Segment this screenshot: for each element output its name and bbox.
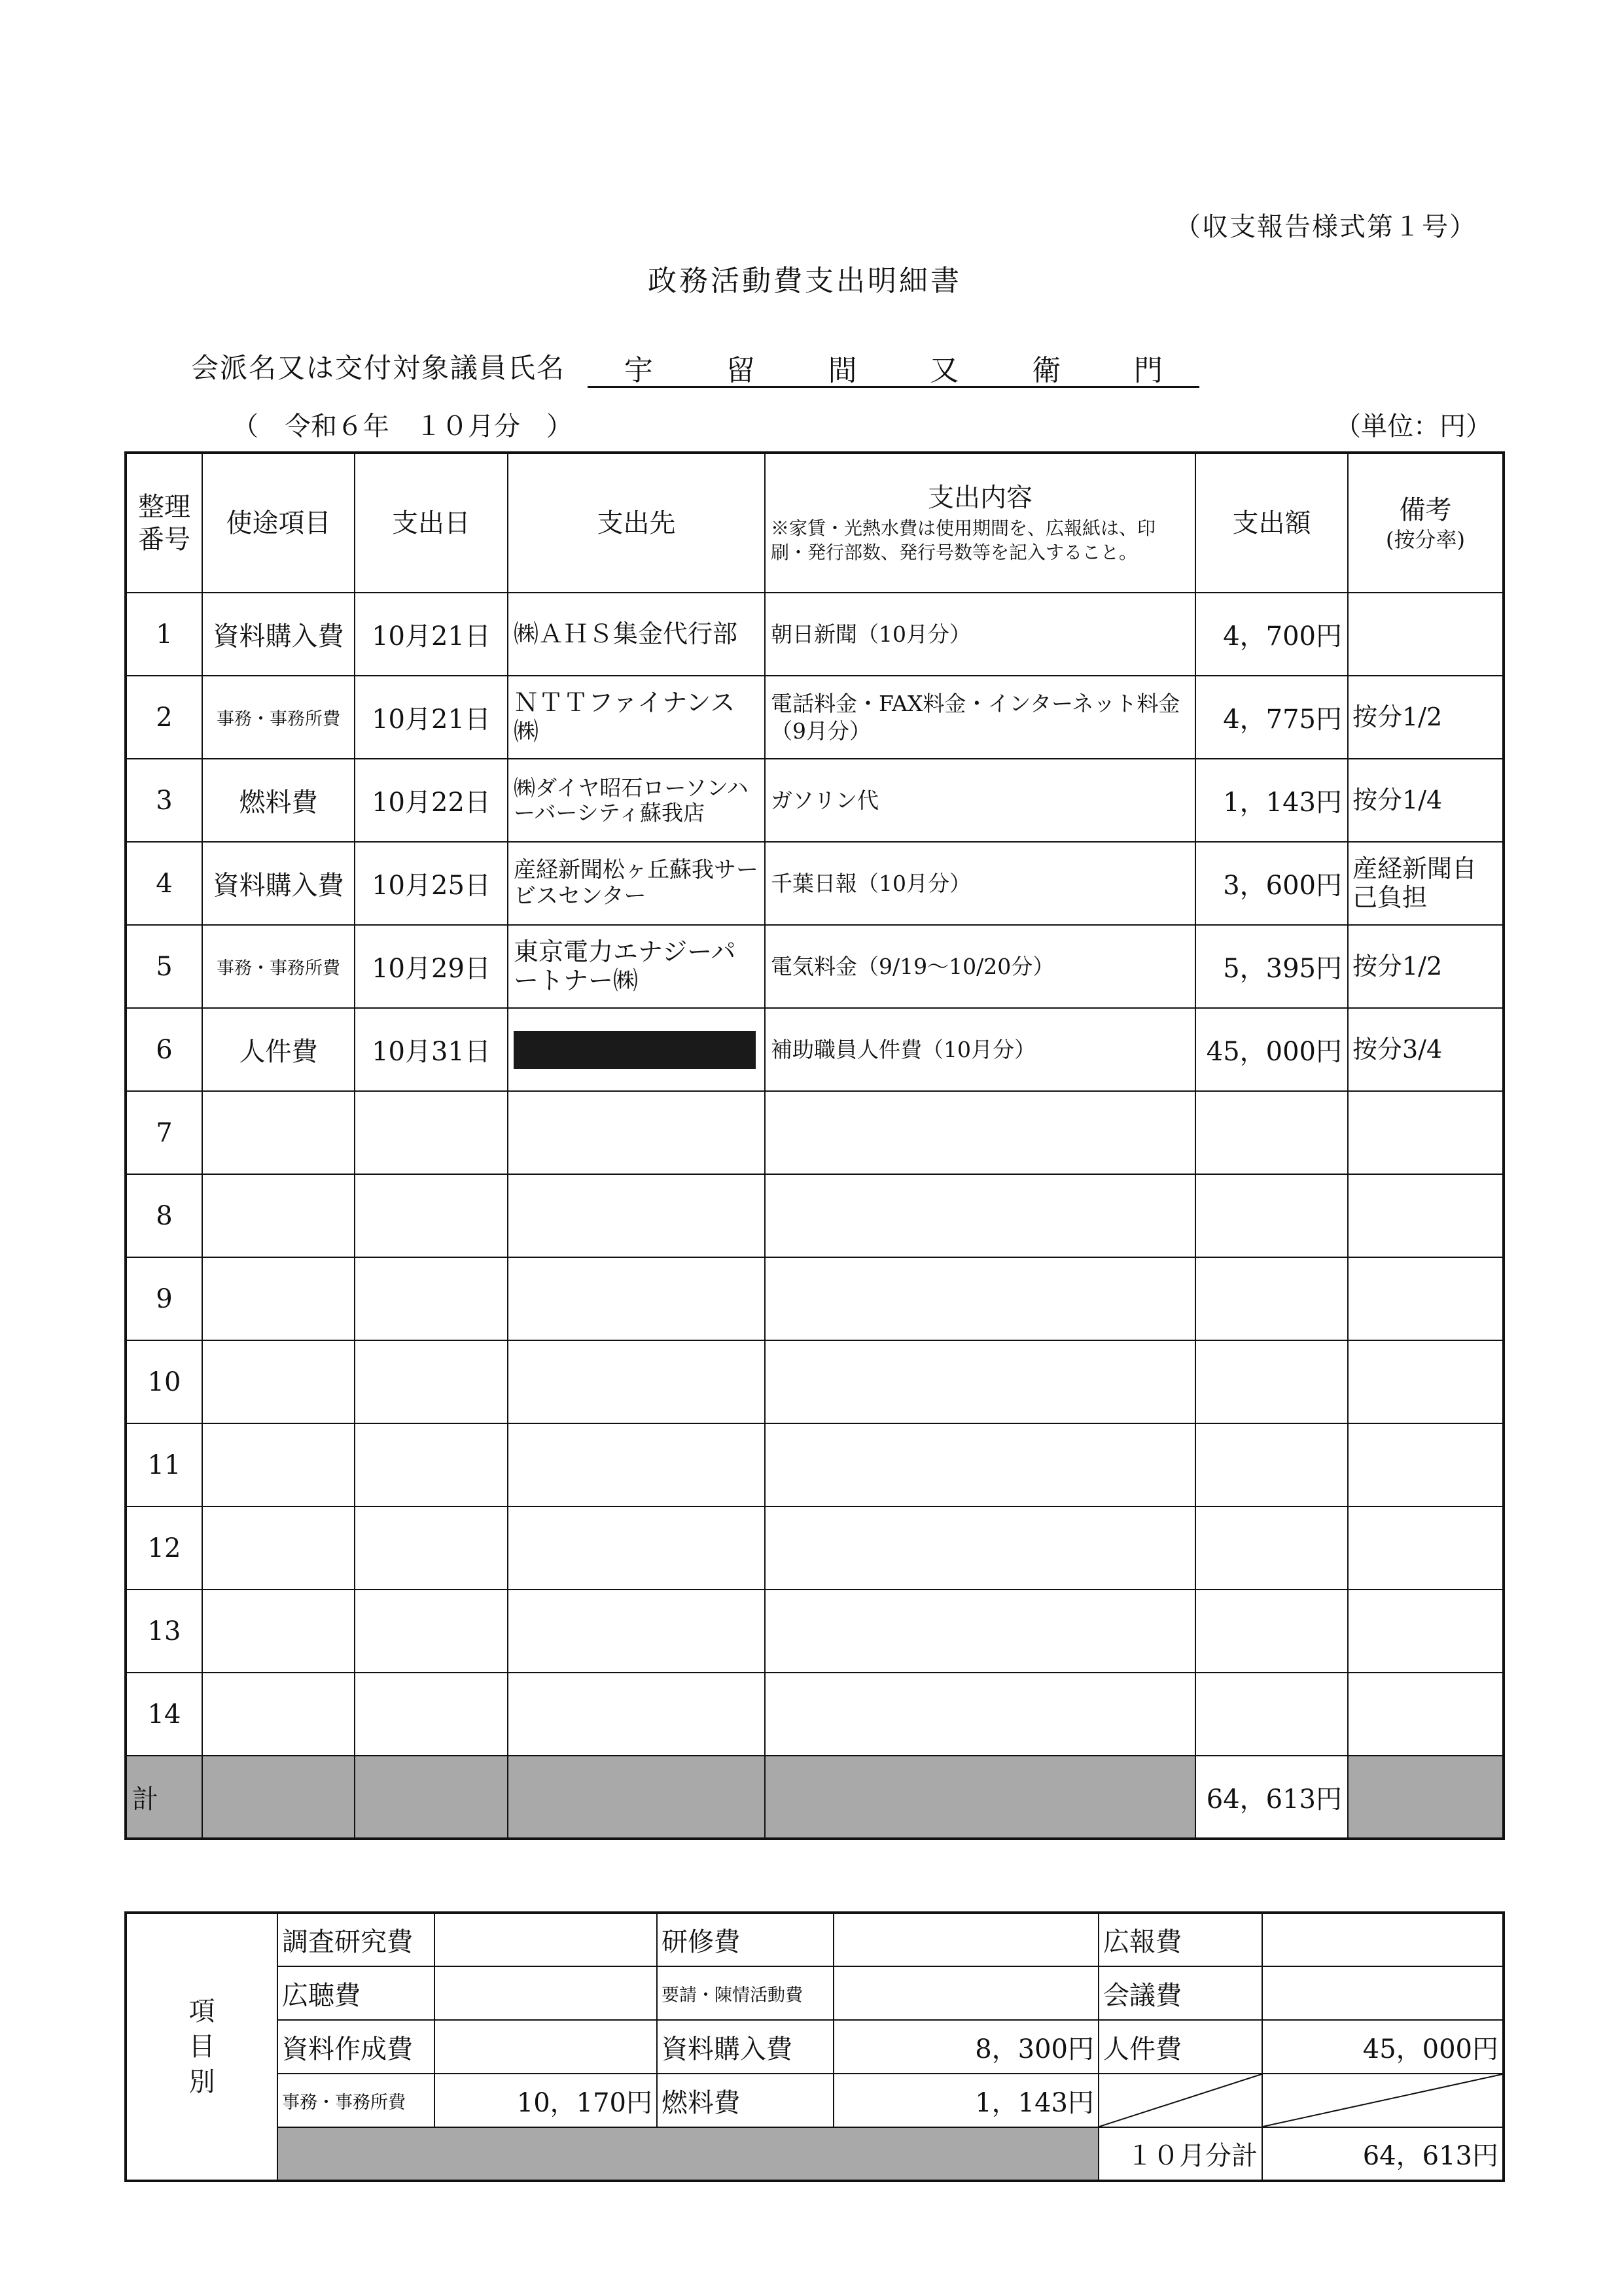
table-row	[126, 1590, 1504, 1673]
summary-label-jimu: 事務・事務所費	[277, 2074, 434, 2127]
row-remark: 按分3/4	[1348, 1008, 1504, 1091]
total-shaded-cell	[202, 1756, 355, 1839]
row-payee	[508, 1423, 765, 1506]
table-row	[126, 1506, 1504, 1590]
summary-value-kocho	[434, 1966, 657, 2020]
total-shaded-cell	[1348, 1756, 1504, 1839]
expense-detail-table	[124, 451, 1505, 1840]
remark-header-sub: (按分率)	[1386, 527, 1465, 552]
row-remark	[1348, 1257, 1504, 1340]
table-row	[126, 593, 1504, 676]
row-remark: 按分1/2	[1348, 676, 1504, 759]
table-row	[126, 1174, 1504, 1257]
row-date	[355, 1506, 508, 1590]
summary-value-yosei	[834, 1966, 1099, 2020]
row-amount	[1195, 1174, 1348, 1257]
member-name-char: 間	[828, 354, 857, 387]
member-name-char: 門	[1134, 354, 1163, 387]
diagonal-slash-icon	[1099, 2074, 1262, 2127]
category-summary-table	[124, 1911, 1505, 2182]
row-content: 朝日新聞（10月分）	[765, 593, 1195, 676]
row-payee	[508, 1091, 765, 1174]
row-date	[355, 1590, 508, 1673]
summary-label-kocho: 広聴費	[277, 1966, 434, 2020]
row-content	[765, 1091, 1195, 1174]
row-payee	[508, 1673, 765, 1756]
summary-value-chosa	[434, 1913, 657, 1966]
row-amount	[1195, 1590, 1348, 1673]
row-date	[355, 1091, 508, 1174]
summary-label-jinken: 人件費	[1099, 2020, 1262, 2074]
table-row	[126, 1423, 1504, 1506]
row-use	[202, 1340, 355, 1423]
row-use: 事務・事務所費	[202, 676, 355, 759]
row-payee-redacted	[508, 1008, 765, 1091]
row-payee: ㈱ＡＨＳ集金代行部	[508, 593, 765, 676]
table-row	[126, 759, 1504, 842]
row-content	[765, 1340, 1195, 1423]
row-number: 5	[126, 925, 202, 1008]
row-number: 6	[126, 1008, 202, 1091]
row-use: 事務・事務所費	[202, 925, 355, 1008]
row-number: 2	[126, 676, 202, 759]
row-amount: 45，000円	[1195, 1008, 1348, 1091]
total-shaded-cell	[355, 1756, 508, 1839]
summary-value-kounyu: 8，300円	[834, 2020, 1099, 2074]
summary-value-kenshu	[834, 1913, 1099, 1966]
unit-label: （単位：円）	[1335, 411, 1492, 442]
summary-label-kenshu: 研修費	[657, 1913, 834, 1966]
row-remark	[1348, 1590, 1504, 1673]
member-name	[588, 347, 1199, 388]
row-amount	[1195, 1506, 1348, 1590]
col-header-payee: 支出先	[508, 453, 765, 593]
member-name-char: 留	[726, 354, 755, 387]
row-payee: 東京電力エナジーパートナー㈱	[508, 925, 765, 1008]
row-number: 1	[126, 593, 202, 676]
row-use	[202, 1174, 355, 1257]
row-content	[765, 1673, 1195, 1756]
row-content	[765, 1506, 1195, 1590]
table-row	[126, 842, 1504, 925]
diagonal-slash-icon	[1263, 2074, 1502, 2127]
member-name-char: 衛	[1032, 354, 1061, 387]
row-payee: ㈱ダイヤ昭石ローソンハーバーシティ蘇我店	[508, 759, 765, 842]
col-header-amount: 支出額	[1195, 453, 1348, 593]
summary-label-nenryo: 燃料費	[657, 2074, 834, 2127]
row-content	[765, 1590, 1195, 1673]
row-date	[355, 1257, 508, 1340]
row-content: 電気料金（9/19～10/20分）	[765, 925, 1195, 1008]
row-content: ガソリン代	[765, 759, 1195, 842]
table-row	[126, 1008, 1504, 1091]
row-use	[202, 1673, 355, 1756]
row-date	[355, 1423, 508, 1506]
col-header-content	[765, 453, 1195, 593]
row-date: 10月31日	[355, 1008, 508, 1091]
row-amount: 4，700円	[1195, 593, 1348, 676]
row-date	[355, 1174, 508, 1257]
content-header-label: 支出内容	[928, 483, 1033, 513]
row-amount	[1195, 1673, 1348, 1756]
table-row	[126, 1257, 1504, 1340]
content-header-note: ※家賃・光熱水費は使用期間を、広報紙は、印刷・発行部数、発行号数等を記入すること。	[771, 517, 1156, 563]
col-header-date: 支出日	[355, 453, 508, 593]
row-remark	[1348, 593, 1504, 676]
member-name-char: 又	[930, 354, 959, 387]
table-row	[126, 1673, 1504, 1756]
col-header-use: 使途項目	[202, 453, 355, 593]
row-date: 10月22日	[355, 759, 508, 842]
row-date	[355, 1340, 508, 1423]
row-date: 10月29日	[355, 925, 508, 1008]
table-header-row	[126, 453, 1504, 593]
table-row	[126, 1091, 1504, 1174]
row-number: 13	[126, 1590, 202, 1673]
row-number: 9	[126, 1257, 202, 1340]
col-header-no: 整理 番号	[126, 453, 202, 593]
row-use: 燃料費	[202, 759, 355, 842]
row-amount: 5，395円	[1195, 925, 1348, 1008]
form-number: （収支報告様式第１号）	[1174, 212, 1477, 242]
row-payee	[508, 1590, 765, 1673]
row-amount	[1195, 1257, 1348, 1340]
row-remark	[1348, 1174, 1504, 1257]
table-row	[126, 676, 1504, 759]
period-label: （ 令和６年 １０月分 ）	[232, 411, 573, 442]
row-payee	[508, 1340, 765, 1423]
row-amount: 4，775円	[1195, 676, 1348, 759]
total-label: 計	[126, 1756, 202, 1839]
summary-label-kaigi: 会議費	[1099, 1966, 1262, 2020]
summary-label-koho: 広報費	[1099, 1913, 1262, 1966]
row-use	[202, 1257, 355, 1340]
summary-slash-cell	[1099, 2074, 1262, 2127]
total-amount: 64，613円	[1195, 1756, 1348, 1839]
row-use: 人件費	[202, 1008, 355, 1091]
row-remark	[1348, 1091, 1504, 1174]
row-number: 12	[126, 1506, 202, 1590]
total-shaded-cell	[765, 1756, 1195, 1839]
row-remark: 按分1/4	[1348, 759, 1504, 842]
row-content: 電話料金・FAX料金・インターネット料金（9月分）	[765, 676, 1195, 759]
row-payee	[508, 1506, 765, 1590]
row-number: 10	[126, 1340, 202, 1423]
row-date: 10月25日	[355, 842, 508, 925]
table-row	[126, 1340, 1504, 1423]
total-row	[126, 1756, 1504, 1839]
row-amount	[1195, 1423, 1348, 1506]
summary-side-label: 項 目 別	[126, 1913, 277, 2181]
summary-label-yosei: 要請・陳情活動費	[657, 1966, 834, 2020]
row-payee: ＮＴＴファイナンス㈱	[508, 676, 765, 759]
row-content	[765, 1257, 1195, 1340]
row-content	[765, 1423, 1195, 1506]
summary-value-koho	[1262, 1913, 1504, 1966]
row-payee: 産経新聞松ヶ丘蘇我サービスセンター	[508, 842, 765, 925]
row-use: 資料購入費	[202, 842, 355, 925]
row-content: 千葉日報（10月分）	[765, 842, 1195, 925]
row-content: 補助職員人件費（10月分）	[765, 1008, 1195, 1091]
row-use: 資料購入費	[202, 593, 355, 676]
row-amount	[1195, 1340, 1348, 1423]
row-amount: 3，600円	[1195, 842, 1348, 925]
row-date	[355, 1673, 508, 1756]
summary-value-sakusei	[434, 2020, 657, 2074]
row-use	[202, 1091, 355, 1174]
row-number: 4	[126, 842, 202, 925]
row-number: 7	[126, 1091, 202, 1174]
summary-value-kaigi	[1262, 1966, 1504, 2020]
row-remark: 按分1/2	[1348, 925, 1504, 1008]
summary-value-nenryo: 1，143円	[834, 2074, 1099, 2127]
col-header-remark	[1348, 453, 1504, 593]
row-content	[765, 1174, 1195, 1257]
row-use	[202, 1423, 355, 1506]
summary-label-sakusei: 資料作成費	[277, 2020, 434, 2074]
row-remark: 産経新聞自己負担	[1348, 842, 1504, 925]
row-use	[202, 1590, 355, 1673]
total-shaded-cell	[508, 1756, 765, 1839]
summary-shaded-area	[277, 2127, 1099, 2181]
row-date: 10月21日	[355, 593, 508, 676]
summary-value-jinken: 45，000円	[1262, 2020, 1504, 2074]
summary-slash-cell	[1262, 2074, 1504, 2127]
row-amount	[1195, 1091, 1348, 1174]
row-remark	[1348, 1506, 1504, 1590]
row-date: 10月21日	[355, 676, 508, 759]
row-number: 11	[126, 1423, 202, 1506]
redaction-block	[514, 1031, 756, 1069]
summary-value-jimu: 10，170円	[434, 2074, 657, 2127]
row-remark	[1348, 1423, 1504, 1506]
summary-month-total-label: １０月分計	[1099, 2127, 1262, 2181]
document-title: 政務活動費支出明細書	[648, 264, 962, 298]
row-payee	[508, 1257, 765, 1340]
row-use	[202, 1506, 355, 1590]
summary-label-kounyu: 資料購入費	[657, 2020, 834, 2074]
row-amount: 1，143円	[1195, 759, 1348, 842]
member-name-char: 宇	[624, 354, 653, 387]
member-label: 会派名又は交付対象議員氏名	[191, 352, 566, 384]
table-row	[126, 925, 1504, 1008]
row-remark	[1348, 1673, 1504, 1756]
row-number: 3	[126, 759, 202, 842]
row-number: 8	[126, 1174, 202, 1257]
summary-month-total-value: 64，613円	[1262, 2127, 1504, 2181]
row-number: 14	[126, 1673, 202, 1756]
row-payee	[508, 1174, 765, 1257]
remark-header-label: 備考	[1399, 495, 1452, 525]
summary-label-chosa: 調査研究費	[277, 1913, 434, 1966]
row-remark	[1348, 1340, 1504, 1423]
